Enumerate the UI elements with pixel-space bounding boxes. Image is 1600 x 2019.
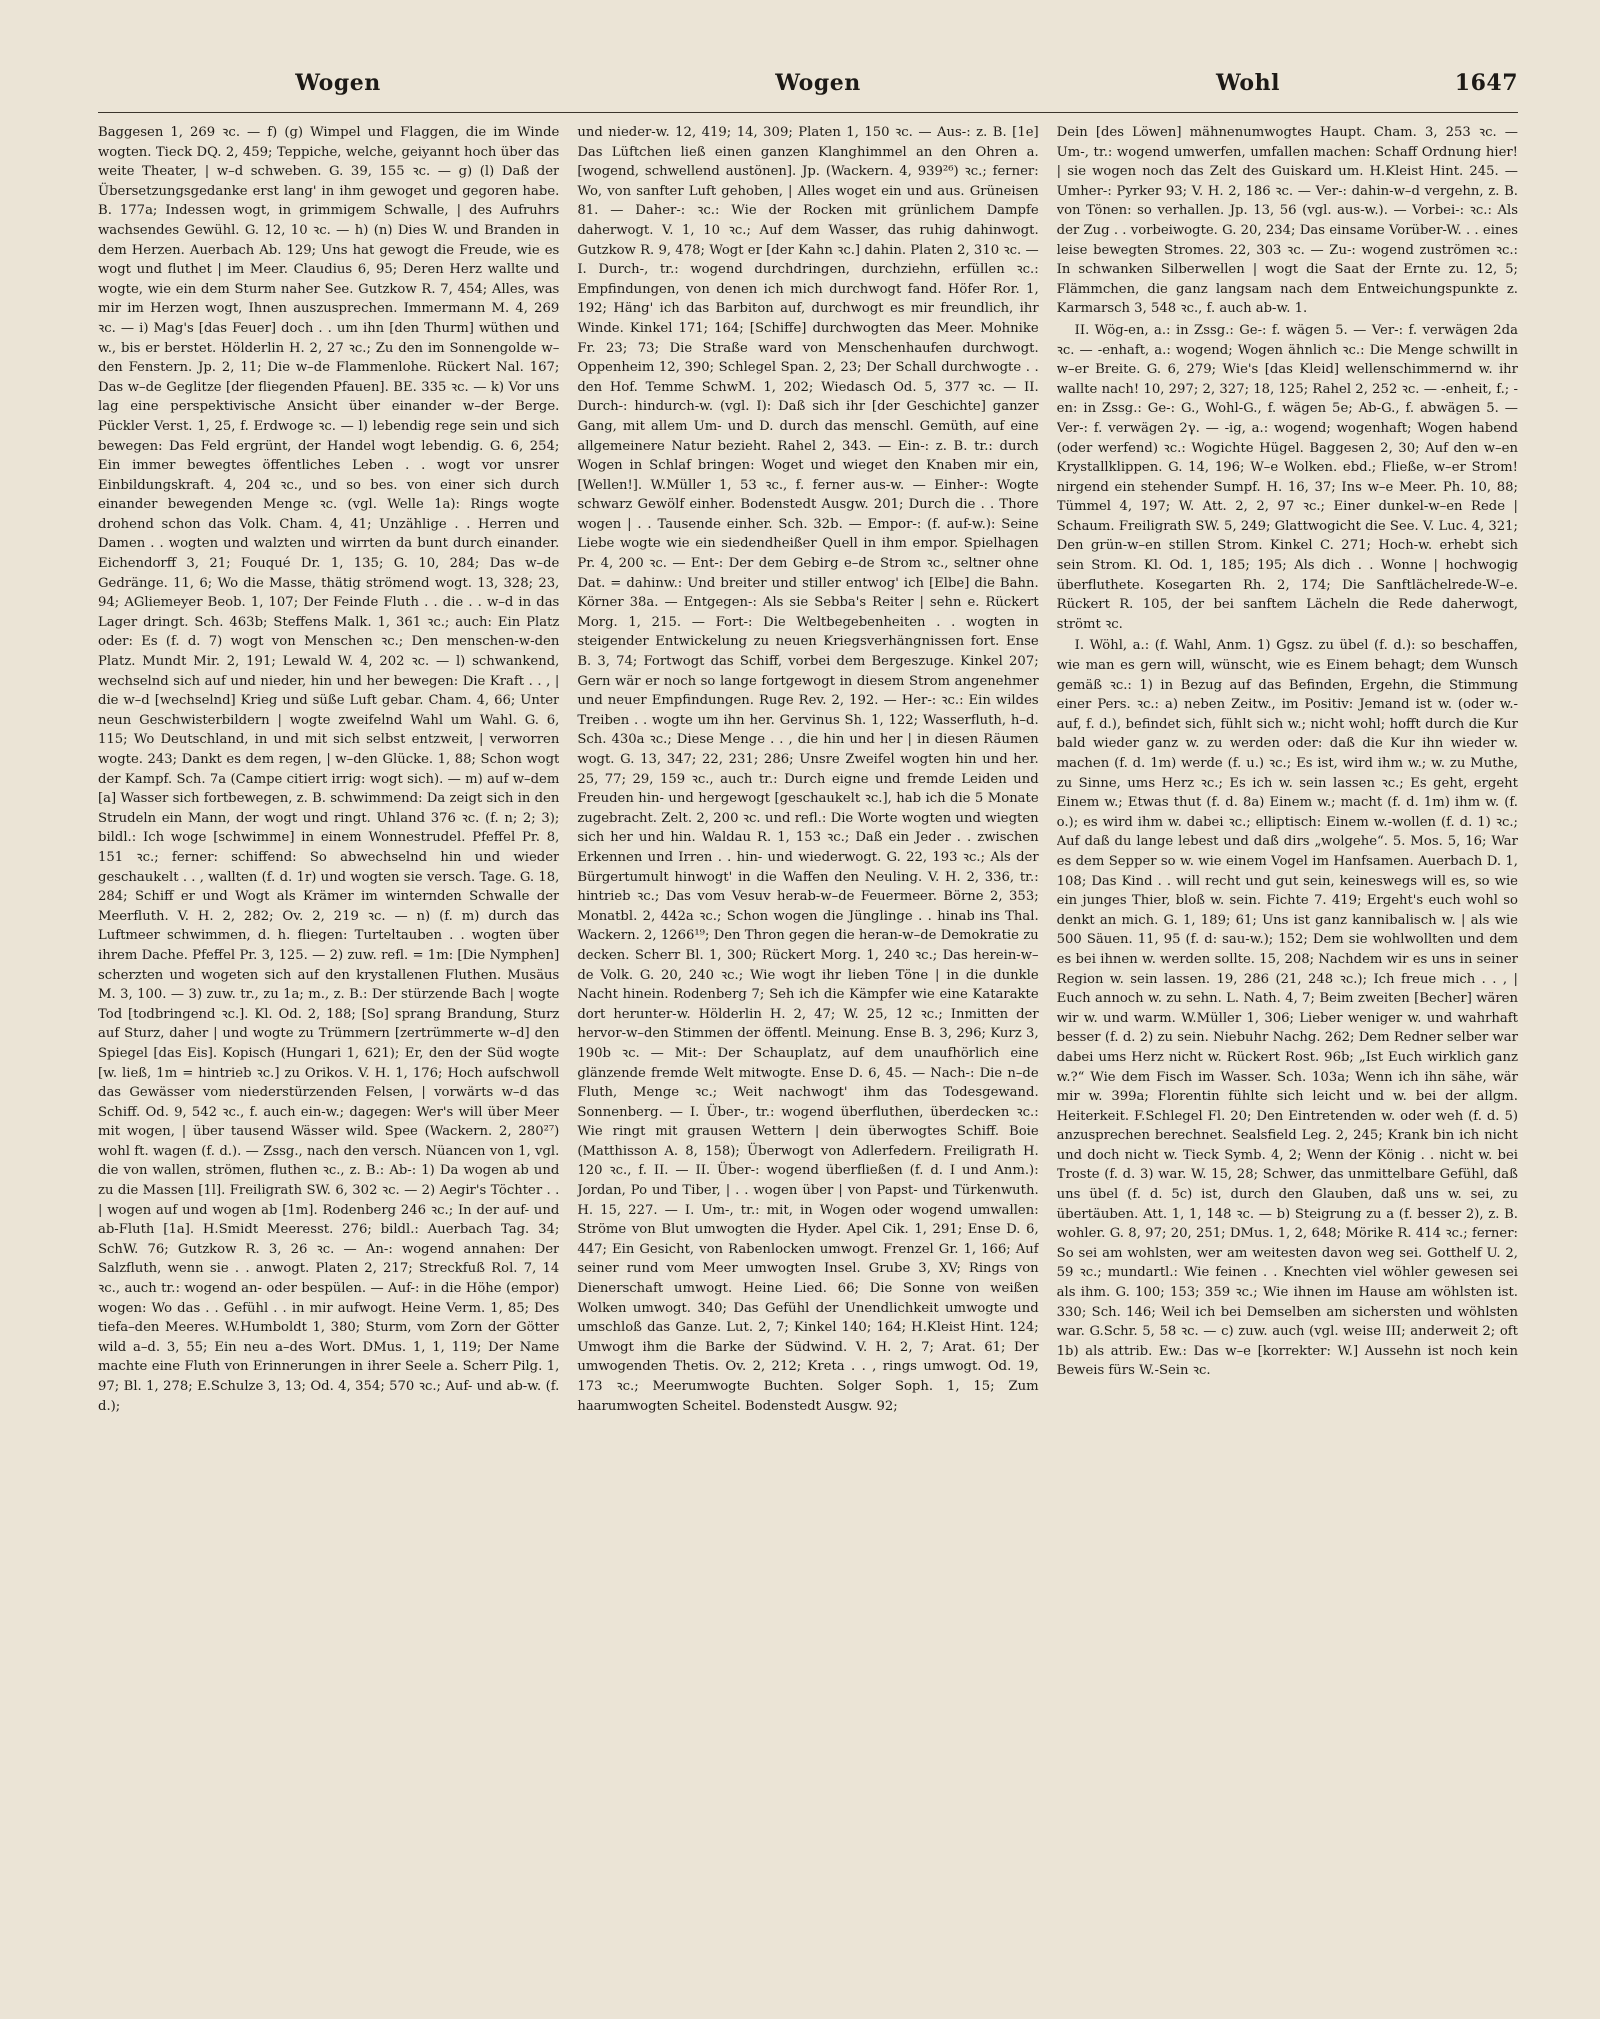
- column-1-text: Baggesen 1, 269 ꝛc. — f) (g) Wimpel und Flaggen, die im Winde wogten. Tieck DQ. 2, 459; Teppiche, welche, geiyannt hoch über das weite Theater, | w–d schweben. G. 39, 155 ꝛc. — g) (l) Daß der Übersetzungsgedanke erst lang' in ihm gewoget und gegoren habe. B. 177a; Indessen wogt, in grimmigem Schwalle, | des Aufruhrs wachsendes Gewühl. G. 12, 10 ꝛc. — h) (n) Dies W. und Branden in dem Herzen. Auerbach Ab. 129; Uns hat gewogt die Freude, wie es wogt und fluthet | im Meer. Claudius 6, 95; Deren Herz wallte und wogte, wie ein dem Sturm naher See. Gutzkow R. 7, 454; Alles, was mir im Herzen wogt, Ihnen auszusprechen. Immermann M. 4, 269 ꝛc. — i) Mag's [das Feuer] doch . . um ihn [den Thurm] wüthen und w., bis er berstet. Hölderlin H. 2, 27 ꝛc.; Zu den im Sonnengolde w–den Fenstern. Jp. 2, 11; Die w–de Flammenlohe. Rückert Nal. 167; Das w–de Geglitze [der fliegenden Pfauen]. BE. 335 ꝛc. — k) Vor uns lag eine perspektivische Ansicht über einander w–der Berge. Pückler Verst. 1, 25, f. Erdwoge ꝛc. — l) lebendig rege sein und sich bewegen: Das Feld ergrünt, der Handel wogt lebendig. G. 6, 254; Ein immer bewegtes öffentliches Leben . . wogt vor unsrer Einbildungskraft. 4, 204 ꝛc., und so bes. von einer sich durch einander bewegenden Menge ꝛc. (vgl. Welle 1a): Rings wogte drohend schon das Volk. Cham. 4, 41; Unzählige . . Herren und Damen . . wogten und walzten und wirrten da bunt durch einander. Eichendorff 3, 21; Fouqué Dr. 1, 135; G. 10, 284; Das w–de Gedränge. 11, 6; Wo die Masse, thätig strömend wogt. 13, 328; 23, 94; AGliemeyer Beob. 1, 107; Der Feinde Fluth . . die . . w–d in das Lager dringt. Sch. 463b; Steffens Malk. 1, 361 ꝛc.; auch: Ein Platz oder: Es (f. d. 7) wogt von Menschen ꝛc.; Den menschen-w-den Platz. Mundt Mir. 2, 191; Lewald W. 4, 202 ꝛc. — l) schwankend, wechselnd sich auf und nieder, hin und her bewegen: Die Kraft . . , | die w–d [wechselnd] Krieg und süße Luft gebar. Cham. 4, 66; Unter neun Geschwisterbildern | wogte zweifelnd Wahl um Wahl. G. 6, 115; Wo Deutschland, in und mit sich selbst entzweit, | verworren wogte. 243; Dankt es dem regen, | w–den Glücke. 1, 88; Schon wogt der Kampf. Sch. 7a (Campe citiert irrig: wogt sich). — m) auf w–dem [a] Wasser sich fortbewegen, z. B. schwimmend: Da zeigt sich in den Strudeln ein Mann, der wogt und ringt. Uhland 376 ꝛc. (f. n; 2; 3); bildl.: Ich woge [schwimme] in einem Wonnestrudel. Pfeffel Pr. 8, 151 ꝛc.; ferner: schiffend: So abwechselnd hin und wieder geschaukelt . . , wallten (f. d. 1r) und wogten sie versch. Tage. G. 18, 284; Schiff er und Wogt als Krämer im winternden Schwalle der Meerfluth. V. H. 2, 282; Ov. 2, 219 ꝛc. — n) (f. m) durch das Luftmeer schwimmen, d. h. fliegen: Turteltauben . . wogten über ihrem Dache. Pfeffel Pr. 3, 125. — 2) zuw. refl. = 1m: [Die Nymphen] scherzten und wogeten sich auf den krystallenen Fluthen. Musäus M. 3, 100. — 3) zuw. tr., zu 1a; m., z. B.: Der stürzende Bach | wogte Tod [todbringend ꝛc.]. Kl. Od. 2, 188; [So] sprang Brandung, Sturz auf Sturz, daher | und wogte zu Trümmern [zertrümmerte w–d] den Spiegel [das Eis]. Kopisch (Hungari 1, 621); Er, den der Süd wogte [w. ließ, 1m = hintrieb ꝛc.] zu Orikos. V. H. 1, 176; Hoch aufschwoll das Gewässer vom niederstürzenden Felsen, | vorwärts w–d das Schiff. Od. 9, 542 ꝛc., f. auch ein-w.; dagegen: Wer's will über Meer mit wogen, | über tausend Wässer wild. Spee (Wackern. 2, 280²⁷) wohl ft. wagen (f. d.). — Zssg., nach den versch. Nüancen von 1, vgl. die von wallen, strömen, fluthen ꝛc., z. B.: Ab-: 1) Da wogen ab und zu die Massen [1l]. Freiligrath SW. 6, 302 ꝛc. — 2) Aegir's Töchter . . | wogen auf und wogen ab [1m]. Rodenberg 246 ꝛc.; In der auf- und ab-Fluth [1a]. H.Smidt Meeresst. 276; bildl.: Auerbach Tag. 34; SchW. 76; Gutzkow R. 3, 26 ꝛc. — An-: wogend annahen: Der Salzfluth, wenn sie . . anwogt. Platen 2, 217; Streckfuß Rol. 7, 14 ꝛc., auch tr.: wogend an- oder bespülen. — Auf-: in die Höhe (empor) wogen: Wo das . . Gefühl . . in mir aufwogt. Heine Verm. 1, 85; Des tiefa–den Meeres. W.Humboldt 1, 380; Sturm, vom Zorn der Götter wild a–d. 3, 55; Ein neu a–des Wort. DMus. 1, 1, 119; Der Name machte eine Fluth von Erinnerungen in ihrer Seele a. Scherr Pilg. 1, 97; Bl. 1, 278; E.Schulze 3, 13; Od. 4, 354; 570 ꝛc.; Auf- und ab-w. (f. d.);: [98, 125, 560, 1414]
- text-columns: [98, 123, 1518, 2003]
- right-headword: Wohl: [1216, 70, 1280, 96]
- column-3: [1057, 123, 1518, 2003]
- left-headword: Wogen: [295, 70, 381, 96]
- column-2-text: und nieder-w. 12, 419; 14, 309; Platen 1, 150 ꝛc. — Aus-: z. B. [1e] Das Lüftchen ließ einen ganzen Klanghimmel an den Ohren a. [wogend, schwellend austönen]. Jp. (Wackern. 4, 939²⁶) ꝛc.; ferner: Wo, von sanfter Luft gehoben, | Alles woget ein und aus. Grüneisen 81. — Daher-: ꝛc.: Wie der Rocken mit grünlichem Dampfe daherwogt. V. 1, 10 ꝛc.; Auf dem Wasser, das ruhig dahinwogt. Gutzkow R. 9, 478; Wogt er [der Kahn ꝛc.] dahin. Platen 2, 310 ꝛc. — I. Durch-, tr.: wogend durchdringen, durchziehn, erfüllen ꝛc.: Empfindungen, von denen ich mich durchwogt fand. Höfer Ror. 1, 192; Häng' ich das Barbiton auf, durchwogt es mir freundlich, ihr Winde. Kinkel 171; 164; [Schiffe] durchwogten das Meer. Mohnike Fr. 23; 73; Die Straße ward von Menschenhaufen durchwogt. Oppenheim 12, 390; Schlegel Span. 2, 23; Der Schall durchwogte . . den Hof. Temme SchwM. 1, 202; Wiedasch Od. 5, 377 ꝛc. — II. Durch-: hindurch-w. (vgl. I): Daß sich ihr [der Geschichte] ganzer Gang, mit allem Um- und D. durch das menschl. Gemüth, auf eine allgemeinere Natur bezieht. Rahel 2, 343. — Ein-: z. B. tr.: durch Wogen in Schlaf bringen: Woget und wieget den Knaben mir ein, [Wellen!]. W.Müller 1, 53 ꝛc., f. ferner aus-w. — Einher-: Wogte schwarz Gewölf einher. Bodenstedt Ausgw. 201; Durch die . . Thore wogen | . . Tausende einher. Sch. 32b. — Empor-: (f. auf-w.): Seine Liebe wogte wie ein siedendheißer Quell in ihm empor. Spielhagen Pr. 4, 200 ꝛc. — Ent-: Der dem Gebirg e–de Strom ꝛc., seltner ohne Dat. = dahinw.: Und breiter und stiller entwog' ich [Elbe] die Bahn. Körner 38a. — Entgegen-: Als sie Sebba's Reiter | sehn e. Rückert Morg. 1, 215. — Fort-: Die Weltbegebenheiten . . wogten in steigender Entwickelung zu neuen Kriegsverhängnissen fort. Ense B. 3, 74; Fortwogt das Schiff, vorbei dem Bergeszuge. Kinkel 207; Gern wär er noch so lange fortgewogt in diesem Strom angenehmer und neuer Empfindungen. Ruge Rev. 2, 192. — Her-: ꝛc.: Ein wildes Treiben . . wogte um ihn her. Gervinus Sh. 1, 122; Wasserfluth, h–d. Sch. 430a ꝛc.; Diese Menge . . , die hin und her | in diesen Räumen wogt. G. 13, 347; 22, 231; 286; Unsre Zweifel wogten hin und her. 25, 77; 29, 159 ꝛc., auch tr.: Durch eigne und fremde Leiden und Freuden hin- und hergewogt [geschaukelt ꝛc.], hab ich die 5 Monate zugebracht. Zelt. 2, 200 ꝛc. und refl.: Die Worte wogten und wiegten sich her und hin. Waldau R. 1, 153 ꝛc.; Daß ein Jeder . . zwischen Erkennen und Irren . . hin- und wiederwogt. G. 22, 193 ꝛc.; Als der Bürgertumult hinwogt' in die Waffen den Neuling. V. H. 2, 336, tr.: hintrieb ꝛc.; Das vom Vesuv herab-w–de Feuermeer. Börne 2, 353; Monatbl. 2, 442a ꝛc.; Schon wogen die Jünglinge . . hinab ins Thal. Wackern. 2, 1266¹⁹; Den Thron gegen die heran-w–de Demokratie zu decken. Scherr Bl. 1, 300; Rückert Morg. 1, 240 ꝛc.; Das herein-w–de Volk. G. 20, 240 ꝛc.; Wie wogt ihr lieben Töne | in die dunkle Nacht hinein. Rodenberg 7; Seh ich die Kämpfer wie eine Katarakte dort herunter-w. Hölderlin H. 2, 47; W. 25, 12 ꝛc.; Inmitten der hervor-w–den Stimmen der öffentl. Meinung. Ense B. 3, 296; Kurz 3, 190b ꝛc. — Mit-: Der Schauplatz, auf dem unaufhörlich eine glänzende fremde Welt mitwogte. Ense D. 6, 45. — Nach-: Die n–de Fluth, Menge ꝛc.; Weit nachwogt' ihm das Todesgewand. Sonnenberg. — I. Über-, tr.: wogend überfluthen, überdecken ꝛc.: Wie ringt mit grausen Wettern | dein überwogtes Schiff. Boie (Matthisson A. 8, 158); Überwogt von Adlerfedern. Freiligrath H. 120 ꝛc., f. II. — II. Über-: wogend überfließen (f. d. I und Anm.): Jordan, Po und Tiber, | . . wogen über | von Papst- und Türkenwuth. H. 15, 227. — I. Um-, tr.: mit, in Wogen oder wogend umwallen: Ströme von Blut umwogten die Hyder. Apel Cik. 1, 291; Ense D. 6, 447; Ein Gesicht, von Rabenlocken umwogt. Frenzel Gr. 1, 166; Auf seiner rund vom Meer umwogten Insel. Grube 3, XV; Rings von Dienerschaft umwogt. Heine Lied. 66; Die Sonne von weißen Wolken umwogt. 340; Das Gefühl der Unendlichkeit umwogte und umschloß das Ganze. Lut. 2, 7; Kinkel 140; 164; H.Kleist Hint. 124; Umwogt ihm die Barke der Südwind. V. H. 2, 7; Arat. 61; Der umwogenden Thetis. Ov. 2, 212; Kreta . . , rings umwogt. Od. 19, 173 ꝛc.; Meerumwogte Buchten. Solger Soph. 1, 15; Zum haarumwogten Scheitel. Bodenstedt Ausgw. 92;: [577, 125, 1039, 1414]
- column-3-entry-woegen: II. Wög-en, a.: in Zssg.: Ge-: f. wägen 5. — Ver-: f. verwägen 2da ꝛc. — -enhaft, a.: wogend; Wogen ähnlich ꝛc.: Die Menge schwillt in w–er Breite. G. 6, 279; Wie's [das Kleid] wellenschimmernd w. ihr wallte nach! 10, 297; 2, 327; 18, 125; Rahel 2, 252 ꝛc. — -enheit, f.; -en: in Zssg.: Ge-: G., Wohl-G., f. wägen 5e; Ab-G., f. abwägen 5. — Ver-: f. verwägen 2γ. — -ig, a.: wogend; wogenhaft; Wogen habend (oder werfend) ꝛc.: Wogichte Hügel. Baggesen 2, 30; Auf den w–en Krystallklippen. G. 14, 196; W–e Wolken. ebd.; Fließe, w–er Strom! nirgend ein stehender Sumpf. H. 16, 37; Ins w–e Meer. Ph. 10, 88; Tümmel 4, 197; W. Att. 2, 2, 97 ꝛc.; Einer dunkel-w–en Rede | Schaum. Freiligrath SW. 5, 249; Glattwogicht die See. V. Luc. 4, 321; Den grün-w–en stillen Strom. Kinkel C. 271; Hoch-w. erhebt sich sein Strom. Kl. Od. 1, 185; 195; Als dich . . Wonne | hochwogig überfluthete. Kosegarten Rh. 2, 174; Die Sanftlächelrede-W–e. Rückert R. 105, der bei sanftem Lächeln die Rede daherwogt, strömt ꝛc.: [1056, 322, 1518, 632]
- center-headword: Wogen: [775, 70, 861, 96]
- column-1: [98, 123, 559, 2003]
- column-3-entry-wohl: I. Wöhl, a.: (f. Wahl, Anm. 1) Ggsz. zu übel (f. d.): so beschaffen, wie man es gern will, wünscht, wie es Einem behagt; dem Wunsch gemäß ꝛc.: 1) in Bezug auf das Befinden, Ergehn, die Stimmung einer Pers. ꝛc.: a) neben Zeitw., im Positiv: Jemand ist w. (oder w.-auf, f. d.), befindet sich, fühlt sich w.; nicht wohl; hofft durch die Kur bald wieder ganz w. zu werden oder: daß die Kur ihn wieder w. machen (f. d. 1m) werde (f. u.) ꝛc.; Es ist, wird ihm w.; w. zu Muthe, zu Sinne, ums Herz ꝛc.; Es ich w. sein lassen ꝛc.; Es geht, ergeht Einem w.; Etwas thut (f. d. 8a) Einem w.; macht (f. d. 1m) ihm w. (f. o.); es wird ihm w. dabei ꝛc.; elliptisch: Einem w.-wollen (f. d. 1) ꝛc.; Auf daß du lange lebest und daß dirs „wolgehe“. 5. Mos. 5, 16; War es dem Sepper so w. wie einem Vogel im Hanfsamen. Auerbach D. 1, 108; Das Kind . . will recht und gut sein, keineswegs will es, so wie ein junges Thier, bloß w. sein. Fichte 7. 419; Ergeht's euch wohl so denkt an mich. G. 1, 189; 61; Uns ist ganz kannibalisch w. | als wie 500 Säuen. 11, 95 (f. d: sau-w.); 152; Dem sie wohlwollten und dem es bei ihnen w. werden sollte. 15, 208; Nachdem wir es uns in seiner Region w. sein lassen. 19, 286 (21, 248 ꝛc.); Ich freue mich . . , | Euch annoch w. zu sehn. L. Nath. 4, 7; Beim zweiten [Becher] wären wir w. und warm. W.Müller 1, 306; Lieber weniger w. und wahrhaft besser (f. d. 2) zu sein. Niebuhr Nachg. 262; Dem Redner selber war dabei ums Herz nicht w. Rückert Rost. 96b; „Ist Euch wirklich ganz w.?“ Wie dem Fisch im Wasser. Sch. 103a; Wenn ich ihn sähe, wär mir w. 399a; Florentin fühlte sich leicht und w. bei der allgm. Heiterkeit. F.Schlegel Fl. 20; Den Eintretenden w. oder weh (f. d. 5) anzusprechen berechnet. Sealsfield Leg. 2, 245; Krank bin ich nicht und doch nicht w. Tieck Symb. 4, 2; Wenn der König . . nicht w. bei Troste (f. d. 3) war. W. 15, 28; Schwer, das unmittelbare Gefühl, daß uns übel (f. d. 5c) ist, durch den Glauben, daß uns w. sei, zu übertäuben. Att. 1, 1, 148 ꝛc. — b) Steigrung zu a (f. besser 2), z. B. wohler. G. 8, 97; 20, 251; DMus. 1, 2, 648; Mörike R. 414 ꝛc.; ferner: So sei am wohlsten, wer am weitesten davon weg sei. Gotthelf U. 2, 59 ꝛc.; mundartl.: Wie feinen . . Knechten viel wöhler gewesen sei als ihm. G. 100; 153; 359 ꝛc.; Wie ihnen im Hause am wöhlsten ist. 330; Sch. 146; Weil ich bei Demselben am sichersten und wöhlsten war. G.Schr. 5, 58 ꝛc. — c) zuw. auch (vgl. weise III; anderweit 2; oft 1b) als attrib. Ew.: Das w–e [korrekter: W.] Aussehn ist noch kein Beweis fürs W.-Sein ꝛc.: [1056, 638, 1518, 1379]
- column-3-entry-end: Dein [des Löwen] mähnenumwogtes Haupt. Cham. 3, 253 ꝛc. — Um-, tr.: wogend umwerfen, umfallen machen: Schaff Ordnung hier! | sie wogen noch das Zelt des Guiskard um. H.Kleist Hint. 245. — Umher-: Pyrker 93; V. H. 2, 186 ꝛc. — Ver-: dahin-w–d vergehn, z. B. von Tönen: so verhallen. Jp. 13, 56 (vgl. aus-w.). — Vorbei-: ꝛc.: Als der Zug . . vorbeiwogte. G. 20, 234; Das einsame Vorüber-W. . . eines leise bewegten Stromes. 22, 303 ꝛc. — Zu-: wogend zuströmen ꝛc.: In schwanken Silberwellen | wogt die Saat der Ernte zu. 12, 5; Flämmchen, die ganz langsam nach dem Entweichungspunkte z. Karmarsch 3, 548 ꝛc., f. auch ab-w. 1.: [1056, 125, 1518, 317]
- column-2: [577, 123, 1038, 2003]
- running-header: [98, 70, 1518, 113]
- page-number: 1647: [1454, 70, 1518, 96]
